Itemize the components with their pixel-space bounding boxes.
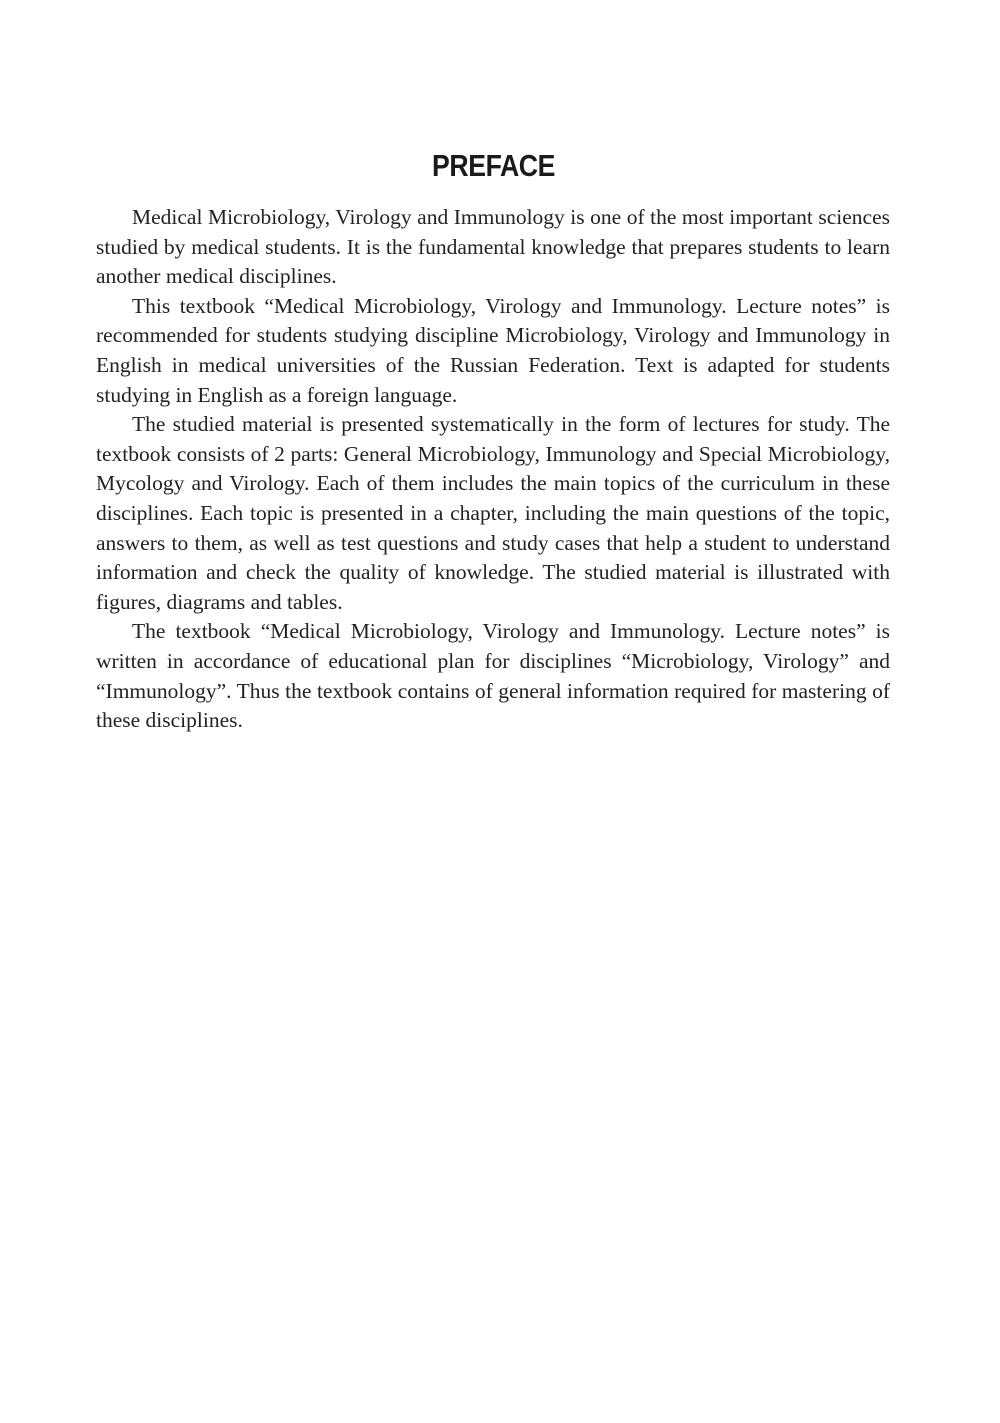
preface-paragraph-3: The studied material is presented systematically in the form of lectures for study. The textbook consists of 2 parts: General Microbiology, Immunology and Special Microbiology, Mycology and Virology. Each of them includes the main topics of the curriculum in these disciplines. Each topic is presented in a chapter, including the main questions of the topic, answers to them, as well as test questions and study cases that help a student to understand information and check the quality of knowledge. The studied material is illustrated with figures, diagrams and tables. bbox=[96, 412, 890, 614]
preface-paragraph-2: This textbook “Medical Microbiology, Virology and Immunology. Lecture notes” is recommended for students studying discipline Microbiology, Virology and Immunology in English in medical universities of the Russian Federation. Text is adapted for students studying in English as a foreign language. bbox=[96, 293, 890, 407]
preface-paragraph-4: The textbook “Medical Microbiology, Virology and Immunology. Lecture notes” is written in accordance of educational plan for disciplines “Microbiology, Virology” and “Immunology”. Thus the textbook contains of general information required for mastering of these disciplines. bbox=[96, 619, 890, 733]
page-title: PREFACE bbox=[432, 148, 555, 183]
preface-body bbox=[96, 203, 890, 736]
preface-paragraph-1: Medical Microbiology, Virology and Immunology is one of the most important sciences studied by medical students. It is the fundamental knowledge that prepares students to learn another medical disciplines. bbox=[96, 205, 890, 289]
